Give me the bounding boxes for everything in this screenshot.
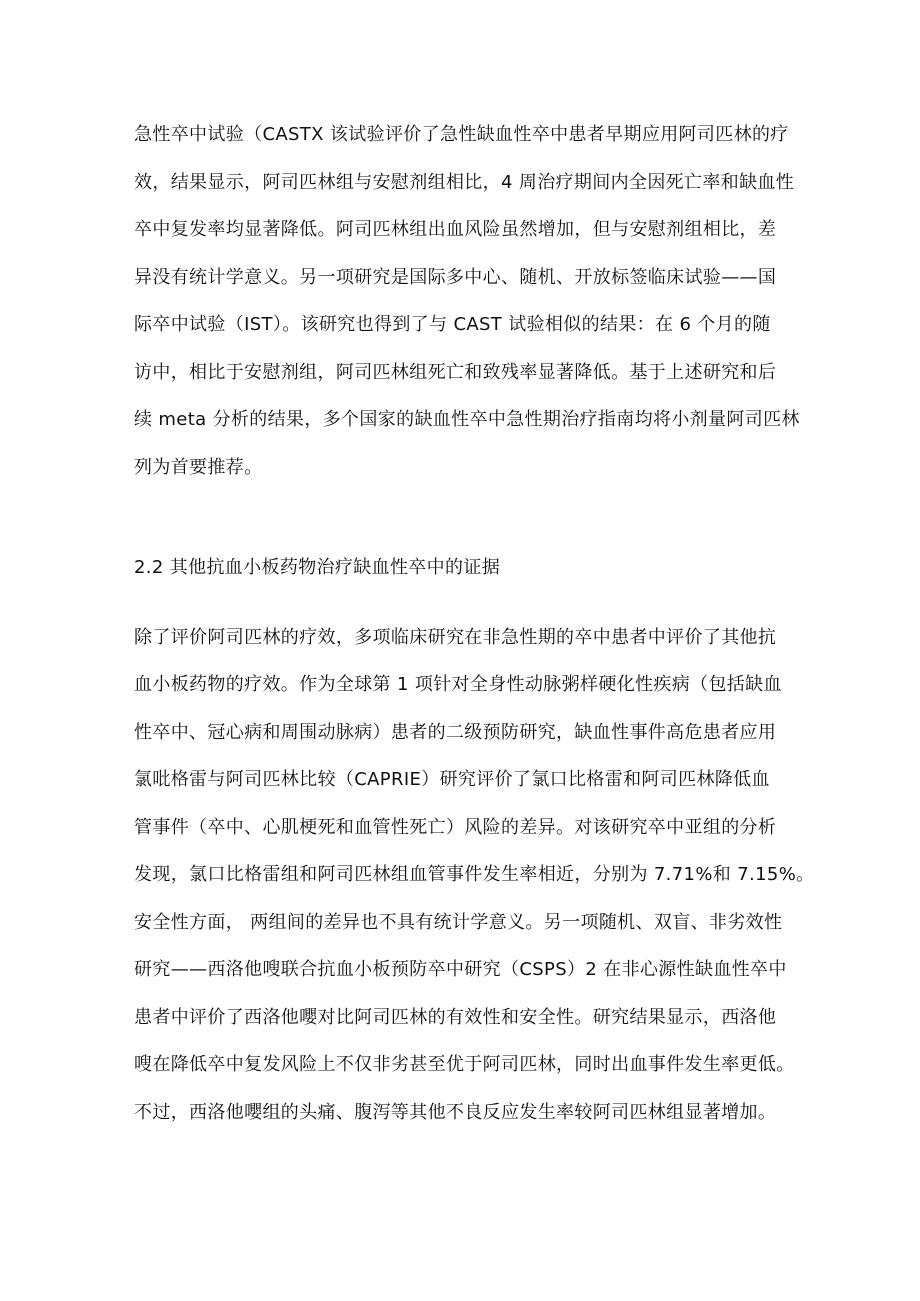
section-heading: 2.2 其他抗血小板药物治疗缺血性卒中的证据 bbox=[134, 557, 501, 578]
paragraph-2-line: 除了评价阿司匹林的疗效，多项临床研究在非急性期的卒中患者中评价了其他抗 bbox=[134, 627, 777, 648]
paragraph-2-line: 管事件（卒中、心肌梗死和血管性死亡）风险的差异。对该研究卒中亚组的分析 bbox=[134, 817, 777, 838]
paragraph-1-line: 续 meta 分析的结果，多个国家的缺血性卒中急性期治疗指南均将小剂量阿司匹林 bbox=[134, 409, 800, 430]
paragraph-1-line: 列为首要推荐。 bbox=[134, 457, 263, 478]
paragraph-2-line: 氯吡格雷与阿司匹林比较（CAPRIE）研究评价了氯口比格雷和阿司匹林降低血 bbox=[134, 769, 770, 790]
paragraph-2-line: 不过，西洛他嚶组的头痛、腹泻等其他不良反应发生率较阿司匹林组显著增加。 bbox=[134, 1102, 777, 1123]
paragraph-2-line: 血小板药物的疗效。作为全球第 1 项针对全身性动脉粥样硬化性疾病（包括缺血 bbox=[134, 674, 782, 695]
paragraph-1-line: 访中，相比于安慰剂组，阿司匹林组死亡和致残率显著降低。基于上述研究和后 bbox=[134, 362, 777, 383]
paragraph-2-line: 患者中评价了西洛他嚶对比阿司匹林的有效性和安全性。研究结果显示，西洛他 bbox=[134, 1007, 777, 1028]
paragraph-2-line: 性卒中、冠心病和周围动脉病）患者的二级预防研究，缺血性事件高危患者应用 bbox=[134, 722, 777, 743]
paragraph-1-line: 效，结果显示，阿司匹林组与安慰剂组相比，4 周治疗期间内全因死亡率和缺血性 bbox=[134, 172, 795, 193]
paragraph-2-line: 安全性方面， 两组间的差异也不具有统计学意义。另一项随机、双盲、非劣效性 bbox=[134, 912, 783, 933]
paragraph-2-line: 嗖在降低卒中复发风险上不仅非劣甚至优于阿司匹林，同时出血事件发生率更低。 bbox=[134, 1054, 795, 1075]
paragraph-1-line: 卒中复发率均显著降低。阿司匹林组出血风险虽然增加，但与安慰剂组相比，差 bbox=[134, 219, 777, 240]
paragraph-1-line: 际卒中试验（IST）。该研究也得到了与 CAST 试验相似的结果：在 6 个月的随 bbox=[134, 314, 771, 335]
paragraph-1-line: 急性卒中试验（CASTX 该试验评价了急性缺血性卒中患者早期应用阿司匹林的疗 bbox=[134, 124, 789, 145]
paragraph-1-line: 异没有统计学意义。另一项研究是国际多中心、随机、开放标签临床试验——国 bbox=[134, 267, 777, 288]
paragraph-2-line: 发现，氯口比格雷组和阿司匹林组血管事件发生率相近，分别为 7.71%和 7.15%。 bbox=[134, 864, 815, 885]
paragraph-2-line: 研究——西洛他嗖联合抗血小板预防卒中研究（CSPS）2 在非心源性缺血性卒中 bbox=[134, 959, 787, 980]
